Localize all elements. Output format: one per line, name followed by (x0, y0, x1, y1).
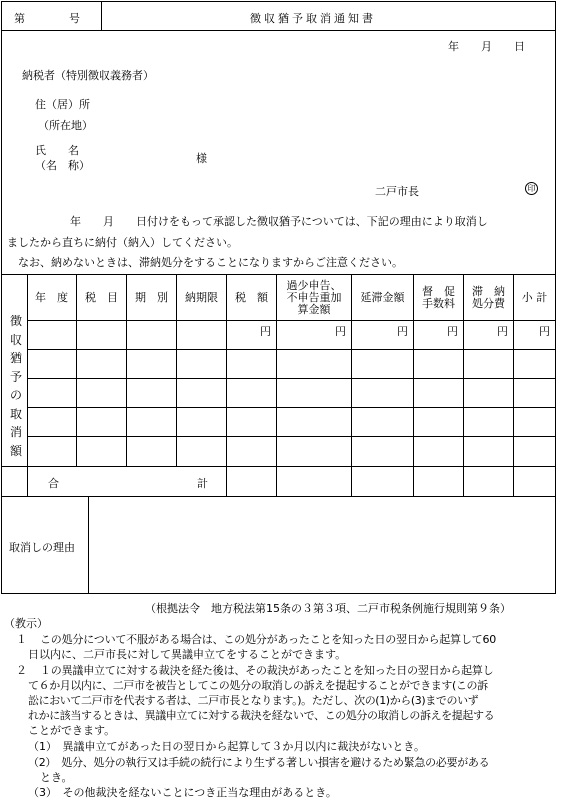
col-additional-l1: 過少申告、 (286, 278, 342, 292)
instruction-2-line-3: 訟において二戸市を代表する者は、二戸市長となります。)。ただし、次の(1)から(3)までのいず (28, 694, 479, 707)
yen-fee: 円 (447, 325, 458, 338)
instruction-2-line-4: れかに該当するときは、異議申立てに対する裁決を経ないで、この処分の取消しの訴えを提起する (28, 709, 495, 722)
col-subtotal: 小 計 (521, 290, 548, 304)
col-item: 税 目 (85, 290, 118, 304)
col-fee-l1: 督 促 (422, 284, 455, 298)
side-label: 徴収猶予の取消額 (9, 314, 22, 458)
yen-tax: 円 (260, 325, 271, 338)
number-label: 第 号 (14, 12, 80, 25)
col-deadline: 納期限 (185, 290, 218, 304)
instruction-2-num: ２ (16, 664, 27, 677)
total-label-left: 合 (48, 477, 59, 490)
instruction-sub-1: （1） 異議申立てがあった日の翌日から起算して３か月以内に裁決がないとき。 (28, 740, 425, 753)
col-additional-l3: 算金額 (297, 302, 331, 316)
yen-disposition: 円 (497, 325, 508, 338)
instruction-sub-3: （3） その他裁決を経ないことにつき正当な理由があるとき。 (28, 786, 337, 799)
intro-line-2: ましたから直ちに納付（納入）してください。 (7, 236, 238, 249)
reason-label: 取消しの理由 (9, 541, 75, 554)
yen-subtotal: 円 (539, 325, 550, 338)
yen-delinquency: 円 (397, 325, 408, 338)
col-period: 期 別 (135, 290, 168, 304)
sama-label: 様 (196, 152, 207, 165)
col-year: 年 度 (35, 290, 68, 304)
total-label-right: 計 (197, 477, 208, 490)
yen-additional: 円 (335, 325, 346, 338)
intro-line-3: なお、納めないときは、滞納処分をすることになりますからご注意ください。 (18, 256, 403, 269)
instruction-1-line-2: 日以内に、二戸市長に対して異議申立てをすることができます。 (28, 648, 347, 661)
mayor-label: 二戸市長 (375, 185, 419, 198)
col-disposition (464, 275, 513, 320)
col-delinquency: 延滞金額 (360, 290, 405, 304)
address-label: 住（居）所 (35, 98, 90, 111)
instruction-2-line-1: １の異議申立てに対する裁決を経た後は、その裁決があったことを知った日の翌日から起算し (40, 664, 494, 677)
instruction-2-line-2: て６か月以内に、二戸市を被告としてこの処分の取消しの訴えを提起することができます(この訴 (28, 679, 488, 692)
col-fee-l2: 手数料 (422, 296, 455, 310)
taxpayer-label: 納税者（特別徴収義務者） (22, 69, 154, 82)
name-label: 氏 名 (35, 144, 79, 157)
col-disposition-l2: 処分費 (472, 296, 505, 310)
instruction-sub-2-line-1: （2） 処分、処分の執行又は手続の続行により生ずる著しい損害を避けるため緊急の必要がある (28, 756, 490, 769)
name-label-2: （名 称） (35, 159, 90, 172)
instruction-1-num: １ (16, 633, 27, 646)
date-line: 年 月 日 (448, 40, 525, 53)
col-tax: 税 額 (235, 290, 268, 304)
location-label: （所在地） (38, 119, 93, 132)
instruction-title: （教示） (4, 617, 48, 630)
col-additional (277, 275, 351, 320)
col-disposition-l1: 滞 納 (472, 284, 505, 298)
instruction-2-line-5: ことができます。 (28, 724, 116, 737)
doc-title: 徴収猶予取消通知書 (250, 12, 376, 25)
col-additional-l2: 不申告重加 (286, 290, 342, 304)
instruction-1-line-1: この処分について不服がある場合は、この処分があったことを知った日の翌日から起算して60 (40, 633, 497, 646)
intro-line-1: 年 月 日付けをもって承認した徴収猶予については、下記の理由により取消し (70, 215, 488, 228)
legal-basis: （根拠法令 地方税法第15条の３第３項、二戸市税条例施行規則第９条） (145, 602, 511, 615)
instruction-sub-2-line-2: とき。 (40, 771, 73, 784)
col-fee (414, 275, 463, 320)
seal-mark: 印 (525, 182, 538, 195)
